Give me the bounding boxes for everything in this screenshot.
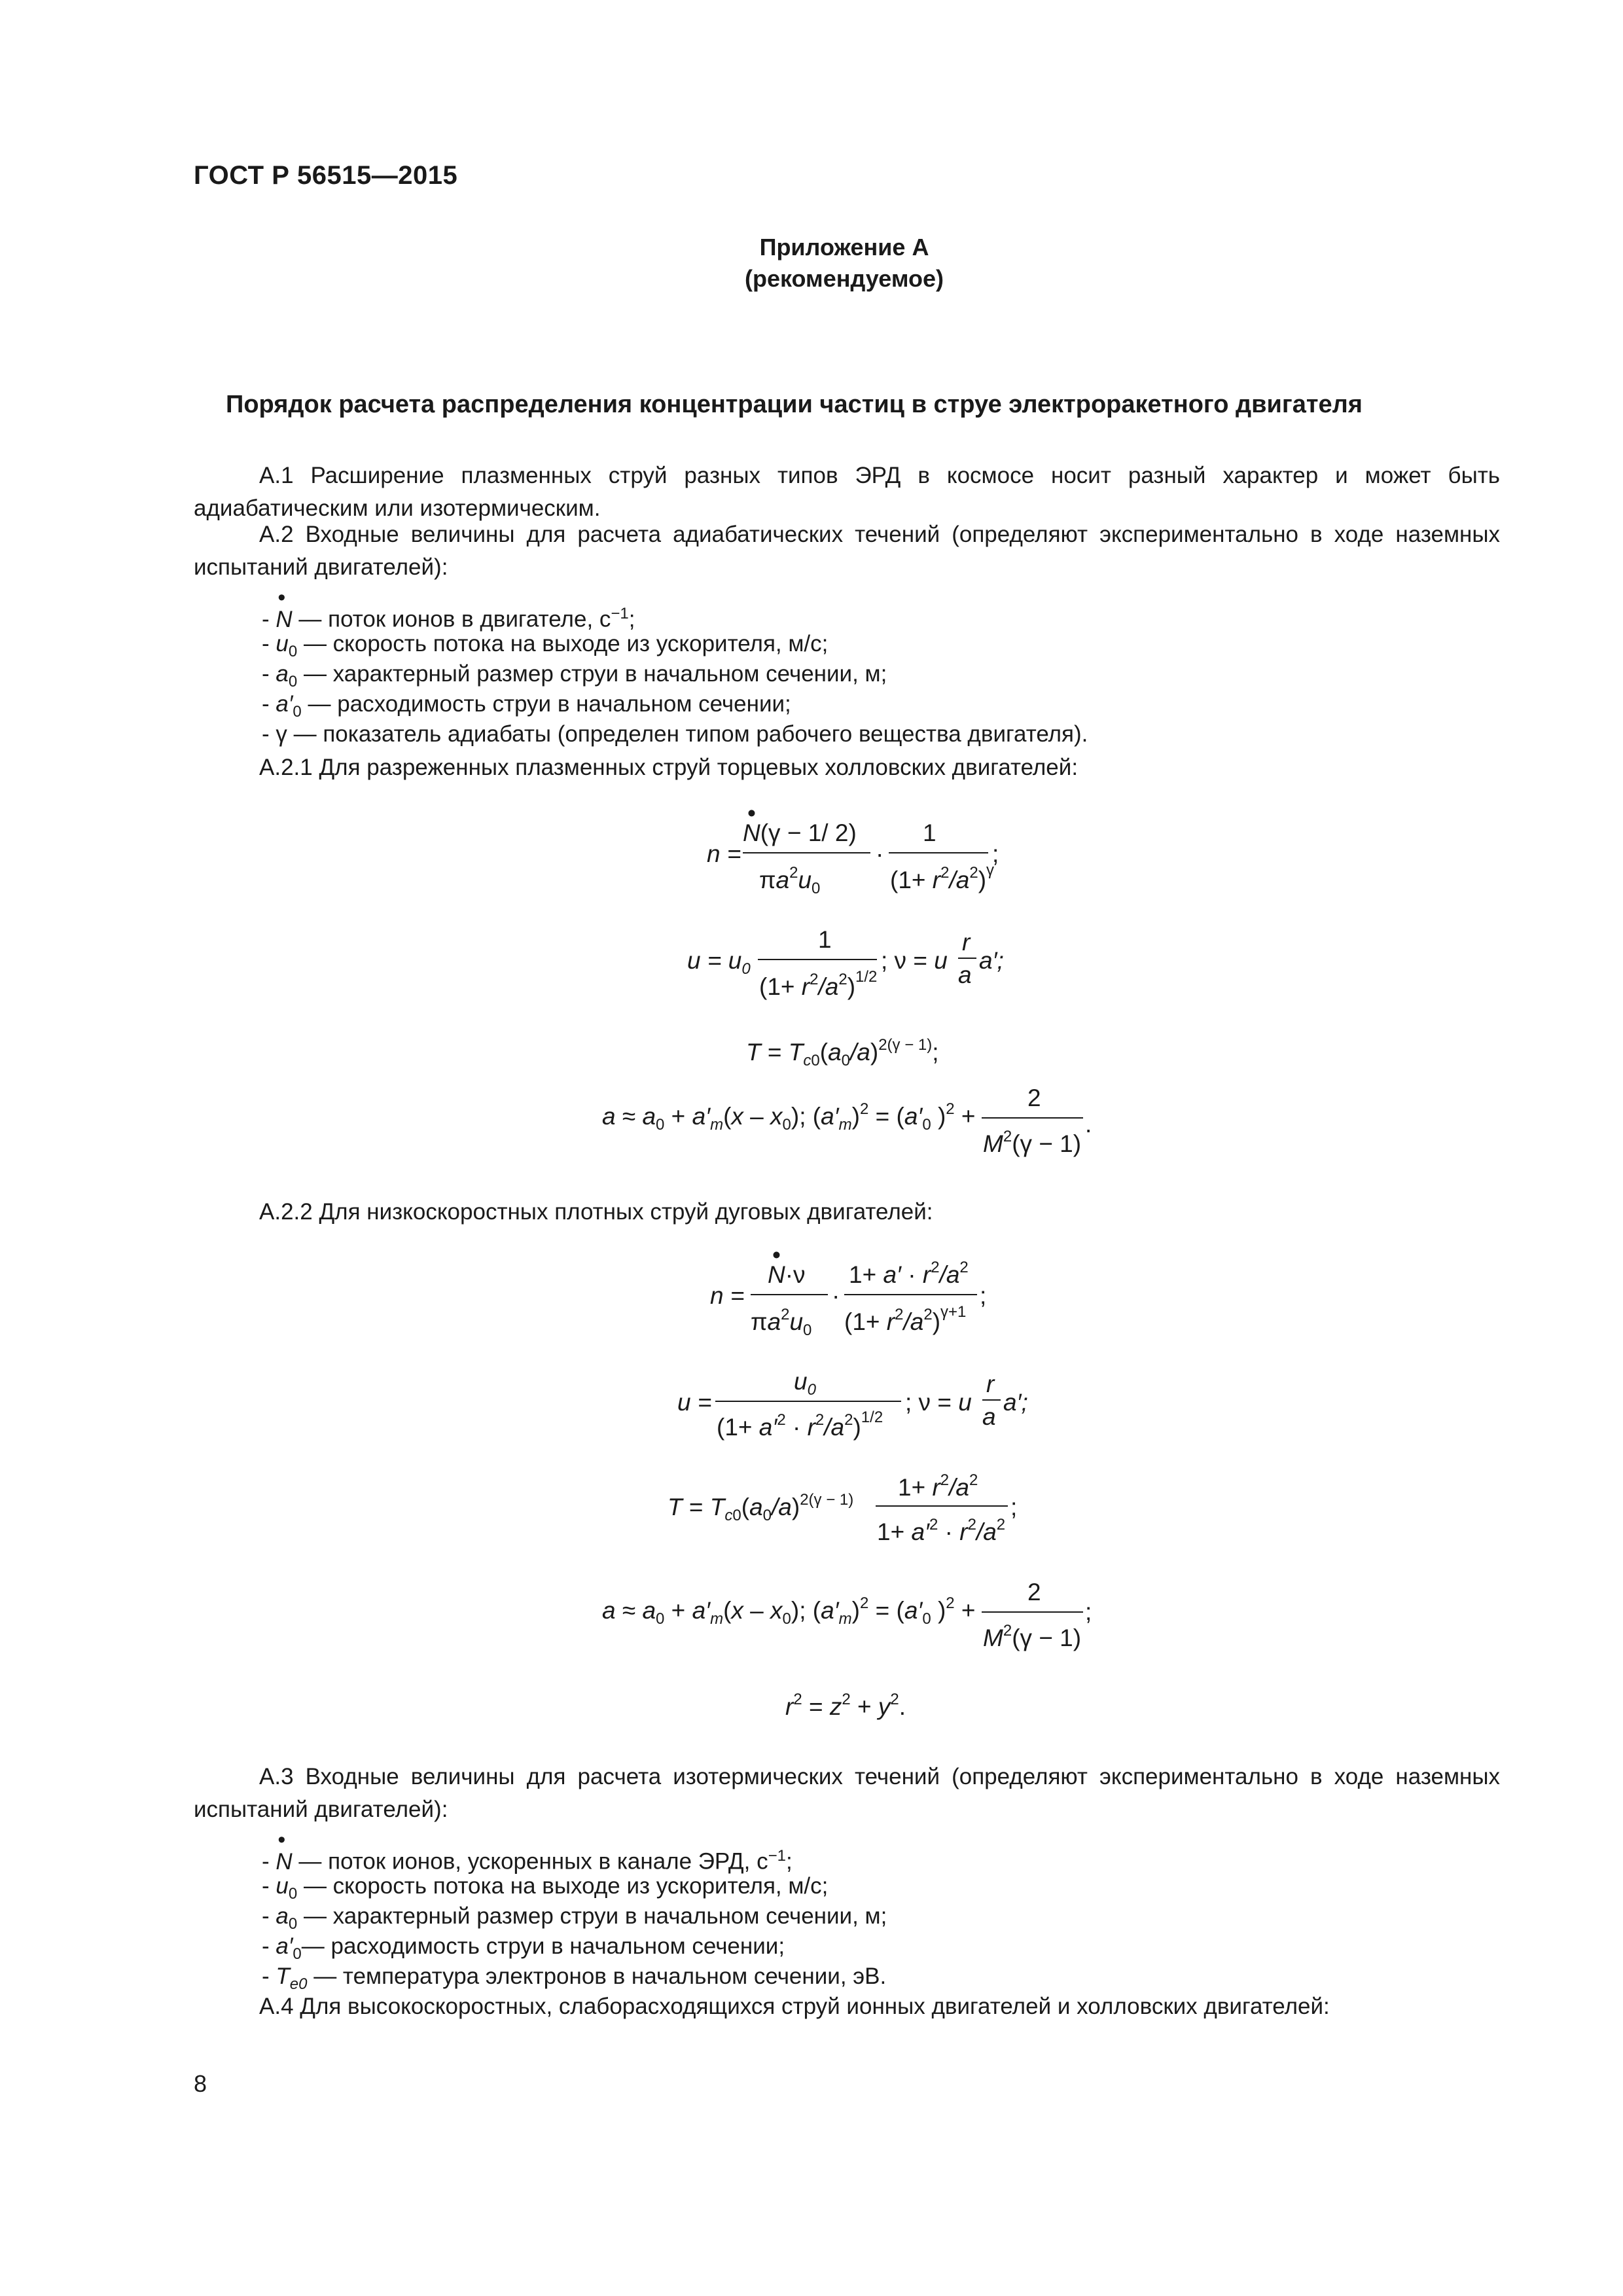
formula-n-dense: [710, 1242, 1063, 1355]
svg-text:·: ·: [876, 840, 884, 867]
svg-text:1: 1: [818, 926, 832, 953]
formula-a-adiabatic: [602, 1080, 1113, 1178]
svg-text:a′;: a′;: [1003, 1389, 1028, 1416]
svg-text:(1+ r2/a2)γ+1: $(1+ r^2/a^2)^{\gamma+1}$: [844, 1303, 967, 1335]
svg-text:r: r: [962, 929, 971, 956]
svg-text:u = u0: $u = u_0$: [687, 947, 751, 978]
list-item-te0: - $T_{e0}$ — температура электронов в начальном сечении, эВ.: [262, 1964, 887, 1993]
svg-text:r2 = z2 + y2.: $r^2 = z^2 + y^2$.: [785, 1691, 906, 1720]
formula-t-dense: [668, 1469, 1060, 1561]
paragraph-a3: А.3 Входные величины для расчета изотермических течений (определяют экспериментально в ходе наземных испытаний двигателей):: [194, 1764, 1500, 1822]
svg-text:(1+ r2/a2)γ: $(1+ r^2/a^2)^\gamma$: [890, 861, 995, 893]
formula-n-adiabatic: [707, 800, 1047, 913]
svg-text:u =: u =: [677, 1389, 712, 1416]
list-item-n-dot-isothermal: - • N — поток ионов, ускоренных в канале ЭРД, $с^{-1}$;: [262, 1841, 793, 1877]
paragraph-a2: А.2 Входные величины для расчета адиабатических течений (определяют экспериментально в ходе наземных испытаний двигателей):: [194, 522, 1500, 580]
svg-text:•: •: [772, 1242, 781, 1268]
list-item-a0-isothermal: - $a_0$ — характерный размер струи в начальном сечении, м;: [262, 1903, 887, 1933]
svg-text:2: 2: [1027, 1579, 1041, 1605]
svg-text:n =: n =: [710, 1282, 745, 1309]
svg-text:M2(γ − 1): $M^2(\gamma - 1)$: [983, 1128, 1082, 1157]
appendix-note: (рекомендуемое): [745, 265, 944, 292]
svg-text:2: 2: [1027, 1085, 1041, 1111]
svg-text:; ν = u: ; ν = u: [881, 947, 948, 974]
formula-u-adiabatic: [687, 923, 1027, 1014]
svg-text:N·ν: N·ν: [768, 1261, 806, 1288]
svg-text:(1+ a′2 · r2/a2)1/2: $(1+ a'^2 \cdot r^2/a^2)^{1/2}$: [717, 1408, 883, 1441]
svg-text:N(γ − 1/ 2): N(γ − 1/ 2): [743, 819, 857, 846]
list-item-a0: - $a_0$ — характерный размер струи в начальном сечении, м;: [262, 661, 887, 691]
appendix-title: Приложение А: [759, 234, 929, 260]
svg-text:1+ a′2 · r2/a2: $1+ a'^2 \cdot r^2/a^2$: [877, 1516, 1006, 1545]
svg-text:T = Tc0(a0/a)2(γ − 1);: $T = T_c0(a_0/a)^{2(\gamma - 1)}$;: [746, 1036, 939, 1069]
svg-text:;: ;: [1010, 1494, 1018, 1520]
page-number: 8: [194, 2070, 207, 2097]
svg-text:1+ r2/a2: $1+ r^2/a^2$: [898, 1471, 978, 1501]
svg-text:n =: n =: [707, 840, 741, 867]
paragraph-a4: А.4 Для высокоскоростных, слаборасходящихся струй ионных двигателей и холловских двигателей:: [259, 1994, 1330, 2019]
svg-text:1+ a′ · r2/a2: $1+ a' \cdot r^2/a^2$: [849, 1259, 969, 1288]
paragraph-a21: А.2.1 Для разреженных плазменных струй торцевых холловских двигателей:: [259, 755, 1079, 780]
svg-text:T = Tc0(a0/a)2(γ − 1): $T = T_c0(a_0/a)^{2(\gamma - 1)}$: [668, 1491, 854, 1524]
list-item-u0-isothermal: - $u_0$ — скорость потока на выходе из ускорителя, м/с;: [262, 1873, 829, 1903]
formula-t-adiabatic: [746, 1028, 1008, 1073]
svg-text:πa2u0: $\pi a^2u_0$: [751, 1306, 812, 1339]
svg-text:.: .: [1085, 1111, 1092, 1138]
svg-text:; ν = u: ; ν = u: [905, 1389, 972, 1416]
svg-text:·: ·: [832, 1282, 840, 1309]
svg-text:a ≈ a0 + a′m(x – x0); (a′m)2 =: $a \approx a_0 + a'_m(x - x_0)$; $(a'_m)^2 = (a'_0$ )$^2$ +: [602, 1100, 976, 1134]
svg-text:r: r: [986, 1371, 995, 1397]
svg-text:;: ;: [980, 1282, 987, 1309]
document-header: ГОСТ Р 56515—2015: [194, 161, 458, 190]
paragraph-a22: А.2.2 Для низкоскоростных плотных струй дуговых двигателей:: [259, 1199, 933, 1225]
svg-text:a′;: a′;: [979, 947, 1004, 974]
formula-u-dense: [677, 1365, 1044, 1456]
svg-text:a: a: [958, 961, 972, 988]
paragraph-a1: А.1 Расширение плазменных струй разных типов ЭРД в космосе носит разный характер и может быть адиабатическим или изотермическим.: [194, 463, 1500, 521]
svg-text:;: ;: [992, 840, 999, 867]
list-item-gamma: - γ — показатель адиабаты (определен типом рабочего вещества двигателя).: [262, 721, 1088, 747]
svg-text:πa2u0: $\pi a^2u_0$: [759, 864, 821, 897]
formula-r-squared: [785, 1682, 942, 1728]
svg-text:(1+ r2/a2)1/2: $(1+ r^2/a^2)^{1/2}$: [759, 968, 878, 1000]
list-item-n-dot: - • N — поток ионов в двигателе, $с^{-1}$;: [262, 599, 635, 635]
formula-a-dense: [602, 1574, 1113, 1672]
svg-text:1: 1: [923, 819, 936, 846]
svg-text:;: ;: [1085, 1598, 1092, 1625]
svg-text:a: a: [982, 1403, 996, 1430]
list-item-a0-prime-isothermal: - $a'_0—$ расходимость струи в начальном сечении;: [262, 1933, 785, 1963]
svg-text:•: •: [747, 800, 756, 827]
section-title: Порядок расчета распределения концентрации частиц в струе электроракетного двигателя: [226, 391, 1363, 418]
svg-text:M2(γ − 1): $M^2(\gamma - 1)$: [983, 1622, 1082, 1651]
list-item-a0-prime: - $a'_0$ — расходимость струи в начальном сечении;: [262, 691, 791, 721]
svg-text:u0: $u_0$: [794, 1368, 816, 1399]
list-item-u0: - $u_0$ — скорость потока на выходе из ускорителя, м/с;: [262, 631, 829, 660]
svg-text:a ≈ a0 + a′m(x – x0); (a′m)2 =: $a \approx a_0 + a'_m(x - x_0)$; $(a'_m)^2 = (a'_0$ )$^2$ +: [602, 1594, 976, 1628]
